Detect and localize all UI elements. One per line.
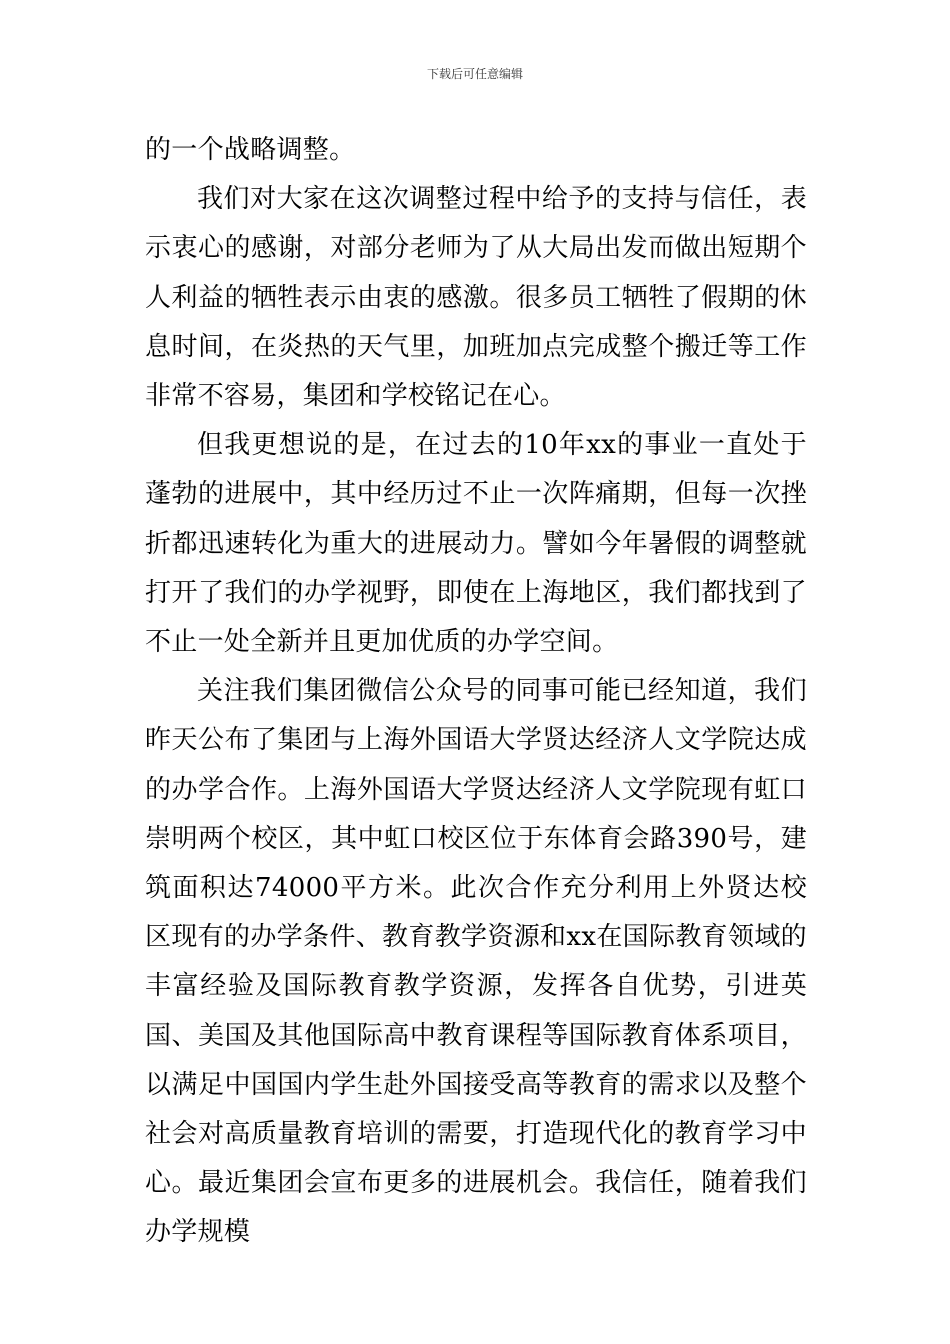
paragraph-continuation: 的一个战略调整。	[145, 135, 356, 165]
paragraph-cooperation: 关注我们集团微信公众号的同事可能已经知道，我们昨天公布了集团与上海外国语大学贤达经济人文学院达成的办学合作。上海外国语大学贤达经济人文学院现有虹口崇明两个校区，其中虹口校区位于东体育会路390号，建筑面积达74000平方米。此次合作充分利用上外贤达校区现有的办学条件、教育教学资源和xx在国际教育领域的丰富经验及国际教育教学资源，发挥各自优势，引进英国、美国及其他国际高中教育课程等国际教育体系项目，以满足中国国内学生赴外国接受高等教育的需求以及整个社会对高质量教育培训的需要，打造现代化的教育学习中心。最近集团会宣布更多的进展机会。我信任，随着我们办学规模	[145, 676, 807, 1248]
document-body	[145, 126, 807, 1258]
paragraph-thanks: 我们对大家在这次调整过程中给予的支持与信任，表示衷心的感谢，对部分老师为了从大局出发而做出短期个人利益的牺牲表示由衷的感激。很多员工牺牲了假期的休息时间，在炎热的天气里，加班加点完成整个搬迁等工作非常不容易，集团和学校铭记在心。	[145, 184, 807, 412]
page-header: 下载后可任意编辑	[426, 67, 523, 81]
paragraph-development: 但我更想说的是，在过去的10年xx的事业一直处于蓬勃的进展中，其中经历过不止一次阵痛期，但每一次挫折都迅速转化为重大的进展动力。譬如今年暑假的调整就打开了我们的办学视野，即使在上海地区，我们都找到了不止一处全新并且更加优质的办学空间。	[145, 430, 807, 658]
